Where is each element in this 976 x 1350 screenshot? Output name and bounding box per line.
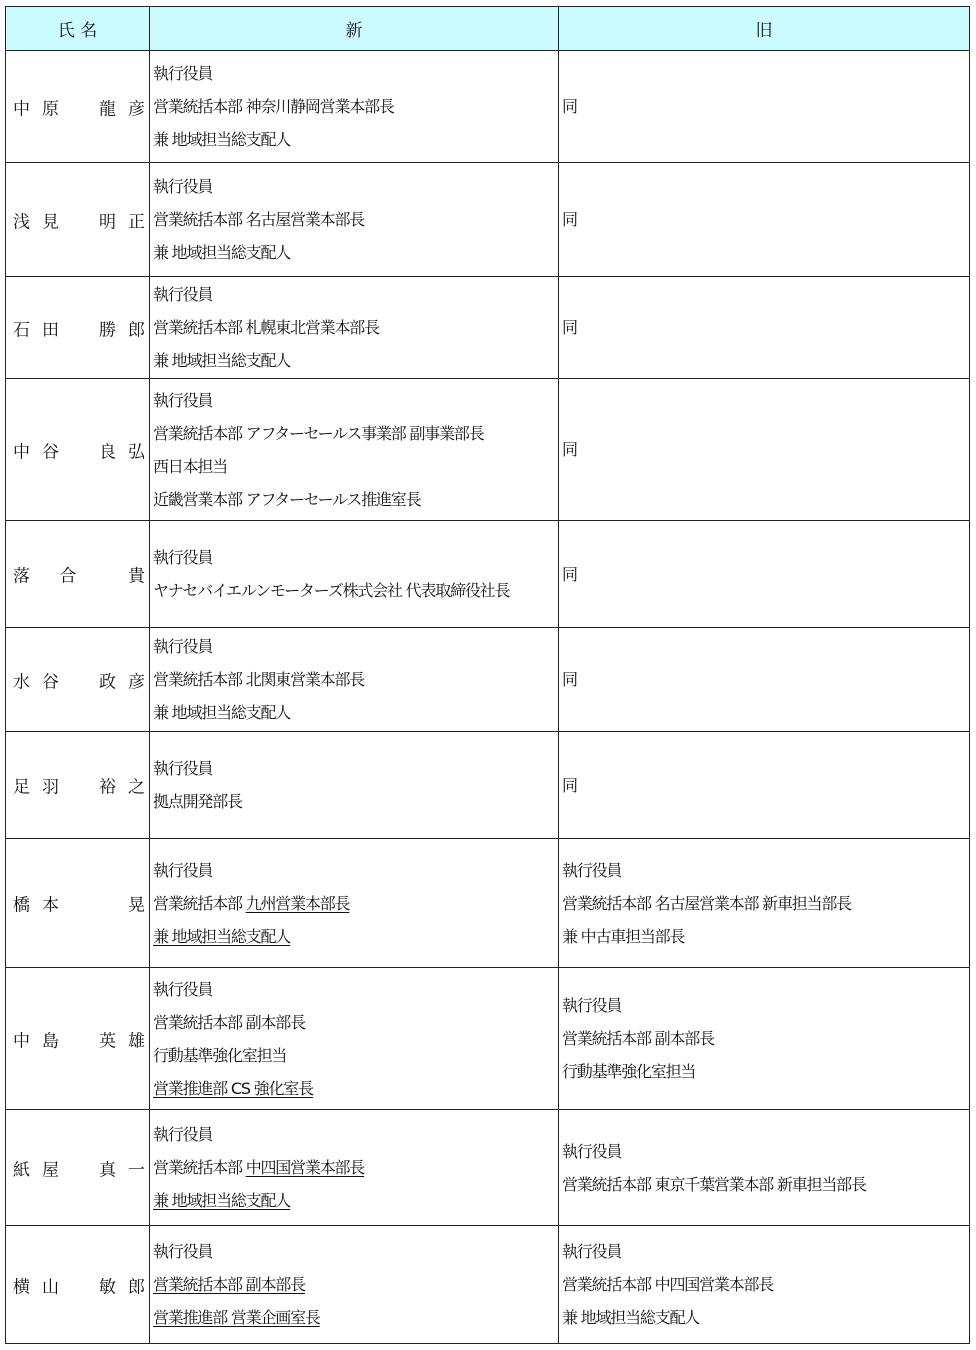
header-old: 旧 [559,7,970,51]
table-row [6,379,970,521]
position-line [153,1118,558,1151]
position-line [153,1151,558,1184]
position-text: 執行役員 [562,996,622,1015]
changed-text: 中四国営業本部長 [245,1158,365,1177]
position-line [153,887,558,920]
old-position-cell [559,379,970,521]
header-new: 新 [150,7,559,51]
position-line [562,1135,969,1168]
changed-text: 営業統括本部 副本部長 [153,1275,305,1294]
position-text: 営業統括本部 東京千葉営業本部 新車担当部長 [562,1174,866,1194]
position-line [153,483,558,516]
table-row [6,732,970,839]
position-text: 営業統括本部 神奈川静岡営業本部長 [153,97,394,116]
position-text: 営業統括本部 北関東営業本部長 [153,670,365,689]
old-position-cell [559,277,970,379]
table-row [6,628,970,732]
new-position-cell [150,163,559,277]
surname: 石田 [13,320,71,340]
position-line [562,920,969,953]
position-text: 行動基準強化室担当 [562,1062,696,1081]
position-text: 兼 中古車担当部長 [562,926,685,946]
name-cell [6,521,157,628]
position-line [153,1184,558,1217]
table-row [6,521,970,628]
position-text: 同 [562,670,577,689]
position-line [562,989,969,1022]
given-name: 貴 [128,566,157,587]
old-position-cell [559,628,970,732]
position-line [153,696,558,729]
position-text: 同 [562,564,577,584]
position-line [562,663,969,696]
table-row [6,839,970,968]
name-cell [6,163,157,277]
appointments-table [5,6,970,1344]
position-text: 執行役員 [153,637,213,656]
position-text: 執行役員 [153,177,213,196]
position-text: 営業統括本部 名古屋営業本部 新車担当部長 [562,893,851,913]
given-name: 裕之 [99,777,157,798]
position-line [153,1039,558,1072]
table-row [6,968,970,1110]
position-line [153,203,558,236]
position-line [562,1235,969,1268]
position-text: 執行役員 [153,390,213,410]
surname: 足羽 [13,777,71,798]
position-line [153,1072,558,1105]
position-line [153,630,558,663]
position-line [562,203,969,236]
surname: 中原 [13,99,71,119]
position-text: 兼 地域担当総支配人 [562,1308,700,1327]
name-cell [6,1110,157,1226]
position-text: 執行役員 [153,285,213,304]
position-text: 執行役員 [153,860,213,880]
changed-text: 兼 地域担当総支配人 [153,1191,291,1210]
person-name [6,733,157,838]
position-line [153,170,558,203]
position-text: 兼 地域担当総支配人 [153,703,291,722]
table-row [6,1226,970,1344]
given-name: 明正 [99,212,157,232]
position-line [153,920,558,953]
old-position-cell [559,968,970,1110]
position-line [562,1268,969,1301]
new-position-cell [150,51,559,163]
position-line [562,558,969,591]
surname: 落 合 [13,566,89,587]
new-position-cell [150,839,559,968]
position-line [153,417,558,450]
position-text: 行動基準強化室担当 [153,1045,287,1065]
position-text: 執行役員 [153,548,213,567]
old-position-cell [559,163,970,277]
given-name: 龍彦 [99,99,157,119]
position-text: 同 [562,318,577,337]
position-text: 同 [562,440,577,459]
name-cell [6,839,157,968]
position-line [153,854,558,887]
given-name: 英雄 [99,1031,157,1051]
position-text: 執行役員 [153,64,213,83]
name-cell [6,968,157,1110]
given-name: 真一 [99,1160,157,1180]
position-line [562,769,969,802]
position-line [153,344,558,377]
position-line [153,574,558,607]
position-text: 拠点開発部長 [153,792,242,811]
position-line [562,1301,969,1334]
surname: 中谷 [13,442,71,462]
person-name [6,1111,157,1225]
position-text: 兼 地域担当総支配人 [153,243,291,262]
position-line [562,854,969,887]
given-name: 晃 [128,895,157,916]
person-name [6,278,157,378]
table-row [6,1110,970,1226]
position-text: 執行役員 [153,979,213,999]
changed-text: 営業推進部 営業企画室長 [153,1308,320,1327]
new-position-cell [150,379,559,521]
position-line [562,1022,969,1055]
old-position-cell [559,51,970,163]
header-name: 氏 名 [6,7,150,51]
name-cell [6,628,157,732]
person-name [6,380,157,520]
position-line [562,90,969,123]
table-row [6,163,970,277]
surname: 横山 [13,1277,71,1297]
name-cell [6,1226,157,1344]
new-position-cell [150,732,559,839]
person-name [6,52,157,162]
position-line [153,663,558,696]
old-position-cell [559,1226,970,1344]
position-text: 営業統括本部 アフターセールス事業部 副事業部長 [153,423,484,443]
old-position-cell [559,732,970,839]
position-text: 執行役員 [562,1242,622,1261]
position-text: 営業統括本部 [153,1158,246,1177]
position-line [153,752,558,785]
position-text: 兼 地域担当総支配人 [153,351,291,370]
position-text: 執行役員 [562,860,622,880]
surname: 橋本 [13,895,71,916]
person-name [6,164,157,276]
old-position-cell [559,1110,970,1226]
position-text: 執行役員 [153,1242,213,1261]
person-name [6,1227,157,1343]
position-line [153,450,558,483]
position-text: 執行役員 [562,1141,622,1161]
new-position-cell [150,521,559,628]
position-line [153,1301,558,1334]
position-line [562,311,969,344]
person-name [6,629,157,731]
name-cell [6,379,157,521]
new-position-cell [150,628,559,732]
position-line [153,541,558,574]
given-name: 政彦 [99,672,157,692]
position-text: 近畿営業本部 アフターセールス推進室長 [153,489,421,509]
position-line [153,278,558,311]
table-row [6,51,970,163]
position-text: 営業統括本部 副本部長 [153,1012,305,1032]
person-name [6,969,157,1109]
position-line [153,1268,558,1301]
name-cell [6,277,157,379]
given-name: 良弘 [99,442,157,462]
position-line [153,236,558,269]
position-line [153,311,558,344]
old-position-cell [559,521,970,628]
position-text: 同 [562,210,577,229]
position-line [153,1006,558,1039]
header-row [6,7,970,51]
person-name [6,840,157,967]
given-name: 勝郎 [99,320,157,340]
position-line [153,123,558,156]
position-line [153,785,558,818]
position-line [562,1055,969,1088]
changed-text: 兼 地域担当総支配人 [153,926,291,946]
name-cell [6,732,157,839]
position-line [562,887,969,920]
changed-text: 営業推進部 CS 強化室長 [153,1078,313,1098]
position-line [153,973,558,1006]
position-text: 同 [562,97,577,116]
position-text: 営業統括本部 [153,893,246,913]
position-text: 執行役員 [153,759,213,778]
new-position-cell [150,1110,559,1226]
position-text: 営業統括本部 札幌東北営業本部長 [153,318,379,337]
position-line [153,57,558,90]
name-cell [6,51,157,163]
new-position-cell [150,277,559,379]
surname: 水谷 [13,672,71,692]
old-position-cell [559,839,970,968]
position-text: 営業統括本部 副本部長 [562,1029,714,1048]
table-row [6,277,970,379]
surname: 紙屋 [13,1160,71,1180]
surname: 中島 [13,1031,71,1051]
position-line [153,384,558,417]
position-text: 兼 地域担当総支配人 [153,130,291,149]
new-position-cell [150,1226,559,1344]
position-text: ヤナセバイエルンモーターズ株式会社 代表取締役社長 [153,581,510,600]
surname: 浅見 [13,212,71,232]
changed-text: 九州営業本部長 [245,893,350,913]
new-position-cell [150,968,559,1110]
position-line [153,90,558,123]
person-name [6,522,157,627]
position-text: 営業統括本部 中四国営業本部長 [562,1275,774,1294]
position-line [562,433,969,466]
position-text: 執行役員 [153,1125,213,1144]
position-text: 西日本担当 [153,456,228,476]
position-line [562,1168,969,1201]
given-name: 敏郎 [99,1277,157,1297]
position-text: 営業統括本部 名古屋営業本部長 [153,210,365,229]
position-text: 同 [562,775,577,795]
position-line [153,1235,558,1268]
